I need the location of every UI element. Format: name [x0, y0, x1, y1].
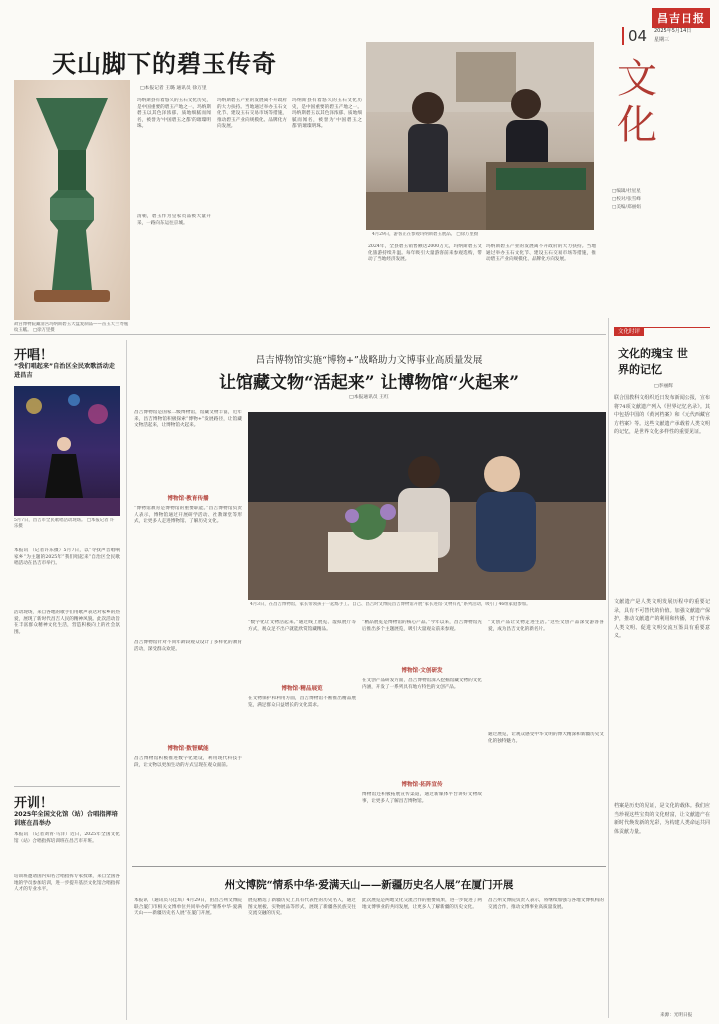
article2-col1: [134, 410, 242, 850]
article1-paragraph: 玛纳斯碧玉产业的发展离不开政府的大力扶持。当地通过举办玉石文化节、建设玉石交易市场等措施，推动碧玉产业向规模化、品牌化方向发展。: [217, 98, 287, 130]
kaichang-title: 开唱！: [14, 348, 54, 363]
commentary-paragraph: 档案是历史的见证，是文化的载体。我们应当珍视这些宝贵的文化财富，让文献遗产在新时代焕发新的光彩，为构建人类命运共同体贡献力量。: [614, 803, 710, 835]
article3-paragraph: 本报讯 （通讯员马佳琪）4月29日，由昌吉州文博院联合厦门市相关文博单位共同举办的“情系中华·爱满天山——新疆历史名人展”在厦门开展。: [134, 898, 242, 917]
kaixun-lead: 本报讯 （记者刘青·马洋）近日，2025年全国文化馆（站）合唱指挥培训班在昌吉市开班。: [14, 832, 120, 844]
jade-vessel-photo: [14, 80, 130, 320]
subhead-digital: 博物馆·数智赋能: [167, 746, 209, 752]
article3-col1: [134, 898, 242, 1016]
article2-paragraph: 通过展览，让观众感受中华文明的博大精深和新疆历史文化的独特魅力。: [488, 732, 604, 744]
article1-paragraph: 玛纳斯县有着悠久的玉石文化历史，是中国重要的碧玉产地之一。玛纳斯碧玉以其色泽浓郁、质地细腻而闻名，被誉为'中国碧玉之都'的璀璨明珠。: [137, 98, 211, 130]
article1-headline: 天山脚下的碧玉传奇: [52, 49, 277, 78]
article2-byline: □本报通讯员 王红: [349, 395, 389, 400]
article2-paragraph: 在文创产品研发方面，昌吉博物馆深入挖掘馆藏文物的文化内涵，开发了一系列具有地方特色的文创产品。: [362, 678, 482, 690]
article3-col2: [248, 898, 356, 1016]
article2-paragraph: 昌吉博物馆是国家二级博物馆，馆藏文物丰富，近年来，昌吉博物馆积极探索“博物+”发展路径，让馆藏文物活起来，让博物馆火起来。: [134, 410, 242, 429]
article3-paragraph: 昌吉州文博院负责人表示，将继续加强与各地文博机构的交流合作，推动文博事业高质量发展。: [488, 898, 604, 910]
article2-col4: [488, 620, 604, 850]
commentary-paragraph: 联合国教科文组织近日发布新闻公报，宣布将74项文献遗产列入《世界记忆名录》。其中包括中国的《黄河档案》和《元代西藏官方档案》等。这些文献遗产承载着人类文明的记忆，是世界文化多样性的重要见证。: [614, 395, 710, 436]
family-craft-caption: 4月3日，在昌吉博物馆，家长带领孩子一起练手工、自己、昌吉时文博院昌吉博物馆开展“家长进馆·文物有礼”系列活动，吸引了46组家庭参加。: [250, 602, 531, 607]
commentary-paragraph: 文献遗产是人类文明发展历程中的重要记录，具有不可替代的价值。加强文献遗产保护，推动文献遗产的利用和传播，对于传承人类文明、促进文明交流互鉴具有重要意义。: [614, 599, 710, 640]
article1-col3: [292, 98, 362, 326]
commentary-author: □李丽辉: [654, 384, 673, 389]
article2-paragraph: 在文物保护和利用方面，昌吉博物馆不断推出精品展览，满足群众日益增长的文化需求。: [248, 696, 356, 708]
article1-paragraph: 玛纳斯县有着悠久的玉石文化历史，是中国重要的碧玉产地之一。玛纳斯碧玉以其色泽浓郁、质地细腻而闻名，被誉为'中国碧玉之都'的璀璨明珠。: [292, 98, 362, 130]
commentary-tag-label: 文化时评: [614, 328, 644, 336]
issue-weekday: 星期三: [654, 37, 670, 43]
page-number: 04: [622, 27, 647, 45]
issue-date: 2025年5月14日: [654, 28, 692, 34]
article1-paragraph: 2024年，全县碧玉销售额达2000万元，玛纳斯碧玉文化旅游持续升温。每年吸引大量游客前来参观选购，带动了当地经济发展。: [368, 244, 482, 263]
article3-col4: [488, 898, 604, 1016]
article3-headline: 州文博院“情系中华·爱满天山——新疆历史名人展”在厦门开展: [224, 879, 514, 891]
article2-headline: 让馆藏文物“活起来” 让博物馆“火起来”: [218, 373, 520, 393]
kaichang-lead: 本报讯 （记者许乐摄）5月7日，以“寻找声音唱响家乡”为主题的2025年“我们唱起来”自治区全民歌唱活动在昌吉市举行。: [14, 548, 120, 567]
subhead-creative: 博物馆·文创研发: [401, 668, 443, 674]
article2-paragraph: 昌吉博物馆积极推进数字化建设，利用现代科技手段，让文物以更加生动的方式呈现在观众面前。: [134, 756, 242, 768]
commentary-tag: [614, 318, 710, 335]
left-divider: [126, 340, 127, 1020]
section-title: 文化: [617, 56, 657, 148]
masthead: [598, 8, 714, 50]
article1-col4: [368, 244, 482, 328]
article2-col2: [248, 620, 356, 850]
divider: [10, 334, 606, 335]
commentary-source: 来源：光明日报: [660, 1013, 693, 1018]
section-proof: □校对/张雪峰: [612, 197, 641, 202]
rail-divider: [608, 318, 609, 1018]
family-craft-photo: [248, 412, 606, 600]
jade-showroom-photo: [366, 42, 594, 230]
singing-caption: 5月7日，昌吉市全民歌唱活动现场。 □本报记者 许 乐摄: [14, 518, 115, 529]
article1-col2: [217, 98, 287, 326]
article3-paragraph: 此次展览是两地文化交流合作的重要成果，进一步促进了两地文博事业的共同发展，让更多人了解新疆的历史文化。: [362, 898, 482, 910]
divider: [14, 786, 120, 787]
section-block: [612, 56, 712, 296]
commentary-body: [614, 394, 710, 1006]
article1-paragraph: 清朝，碧玉作为皇家贡品被大量开采，一路向东运往京城。: [137, 214, 211, 226]
kaixun-title: 开训！: [14, 796, 54, 811]
article1-col1: [137, 98, 211, 326]
article3-paragraph: 展览精选了新疆历史上具有代表性的历史名人，通过图文展板、实物展品等形式，展现了新疆各民族交往交流交融的历史。: [248, 898, 356, 917]
kaixun-body: [14, 832, 120, 1014]
article2-paragraph: 昌吉博物馆针对不同年龄段观众设计了多样化的教育活动，深受群众欢迎。: [134, 640, 242, 652]
singing-event-photo: [14, 386, 120, 516]
subhead-exhibition: 博物馆·精品展览: [281, 686, 323, 692]
article1-paragraph: 玛纳斯碧玉产业的发展离不开政府的大力扶持。当地通过举办玉石文化节、建设玉石交易市场等措施，推动碧玉产业向规模化、品牌化方向发展。: [486, 244, 596, 263]
relic-caption: 故宫博物院藏清宫玛纳斯碧玉大盘复制品——苗玉天兰寿瓶纹玉觚。 □徐万里摄: [14, 322, 129, 333]
article2-paragraph: “博物馆教育是博物馆的重要职能。”昌吉博物馆负责人表示，博物馆通过开展研学活动、社教课堂等形式，让更多人走进博物馆、了解历史文化。: [134, 506, 242, 525]
masthead-logo: 昌吉日报: [652, 8, 710, 28]
kaichang-subtitle: “我们唱起来”自治区全民欢歌活动走进昌吉: [14, 363, 115, 379]
showroom-caption: 4月29日，游客正在参观玛纳斯碧玉展品。 □徐万里摄: [372, 232, 479, 237]
article2-paragraph: 博物馆还积极拓展宣传渠道，通过新媒体平台讲好文物故事，让更多人了解昌吉博物馆。: [362, 792, 482, 804]
commentary-title: 文化的瑰宝 世界的记忆: [618, 347, 688, 376]
subhead-education: 博物馆·教育传播: [167, 496, 209, 502]
section-design: □美编/郑丽娟: [612, 205, 641, 210]
article2-paragraph: “精品展览是博物馆的核心产品。”今年以来，昌吉博物馆先后推出多个主题展览，吸引大量观众前来参观。: [362, 620, 482, 632]
kaixun-subtitle: 2025年全国文化馆（站）合唱指挥培训班在昌举办: [14, 811, 118, 827]
article2-paragraph: “文创产品让文物走进生活。”这些文创产品深受游客喜爱，成为昌吉文化的新名片。: [488, 620, 604, 632]
subhead-promotion: 博物馆·拓阵宣传: [401, 782, 443, 788]
article1-col5: [486, 244, 596, 328]
section-editor: □编辑/杜星星: [612, 189, 641, 194]
kaixun-paragraph: 培训班邀请国内知名合唱指挥专家授课，来自全国各地的学员参加培训，进一步提升基层文化馆合唱指挥人才的专业水平。: [14, 874, 120, 893]
kaichang-paragraph: 活动现场，来自各地的歌手们用歌声表达对家乡的热爱，展现了新时代昌吉人民的精神风貌。此次活动旨在丰富群众精神文化生活，营造积极向上的社会氛围。: [14, 610, 120, 635]
divider: [132, 866, 606, 867]
article2-col3: [362, 620, 482, 850]
article2-paragraph: “数字化让文物活起来。”通过线上展览、虚拟展厅等方式，观众足不出户就能欣赏馆藏精品。: [248, 620, 356, 632]
kaichang-body: [14, 548, 120, 780]
article2-kicker: 昌吉博物馆实施“博物+”战略助力文博事业高质量发展: [255, 355, 483, 366]
article3-col3: [362, 898, 482, 1016]
article1-byline: □本报记者 王璐 通讯员 徐万里: [140, 86, 207, 91]
